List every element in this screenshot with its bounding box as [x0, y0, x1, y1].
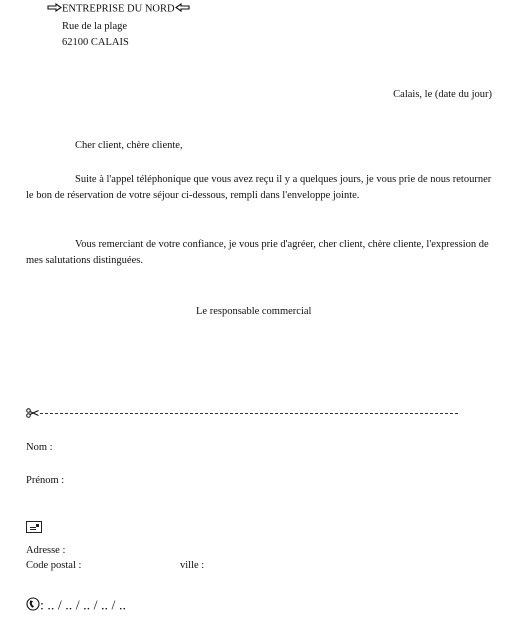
nom-label: Nom :: [26, 442, 53, 453]
dashed-line: [40, 413, 458, 414]
ville-label: ville :: [180, 560, 205, 571]
code-postal-label: Code postal :: [26, 560, 82, 571]
envelope-icon: [26, 521, 42, 533]
scissors-icon: [26, 408, 39, 421]
adresse-label: Adresse :: [26, 545, 66, 556]
hand-pointing-right-icon: [47, 3, 62, 15]
telephone-icon: [26, 597, 40, 616]
place-date: Calais, le (date du jour): [393, 89, 492, 100]
sender-city: 62100 CALAIS: [62, 37, 129, 48]
hand-pointing-left-icon: [175, 3, 190, 15]
phone-value: : .. / .. / .. / .. / ..: [40, 598, 126, 614]
salutation: Cher client, chère cliente,: [75, 140, 183, 151]
company-name: ENTREPRISE DU NORD: [62, 3, 175, 15]
cut-line: [26, 408, 458, 418]
sender-company-line: [47, 3, 190, 15]
paragraph-request: Suite à l'appel téléphonique que vous avez reçu il y a quelques jours, je vous prie de nous retourner le bon de réservation de votre séjour ci-dessous, rempli dans l'enveloppe jointe.: [26, 174, 492, 201]
paragraph-closing: Vous remerciant de votre confiance, je vous prie d'agréer, cher client, chère cliente, l'expression de mes salutations distinguées.: [26, 239, 489, 266]
signature: Le responsable commercial: [196, 306, 312, 317]
prenom-label: Prénom :: [26, 475, 65, 486]
phone-line: [26, 597, 126, 616]
sender-street: Rue de la plage: [62, 21, 128, 32]
